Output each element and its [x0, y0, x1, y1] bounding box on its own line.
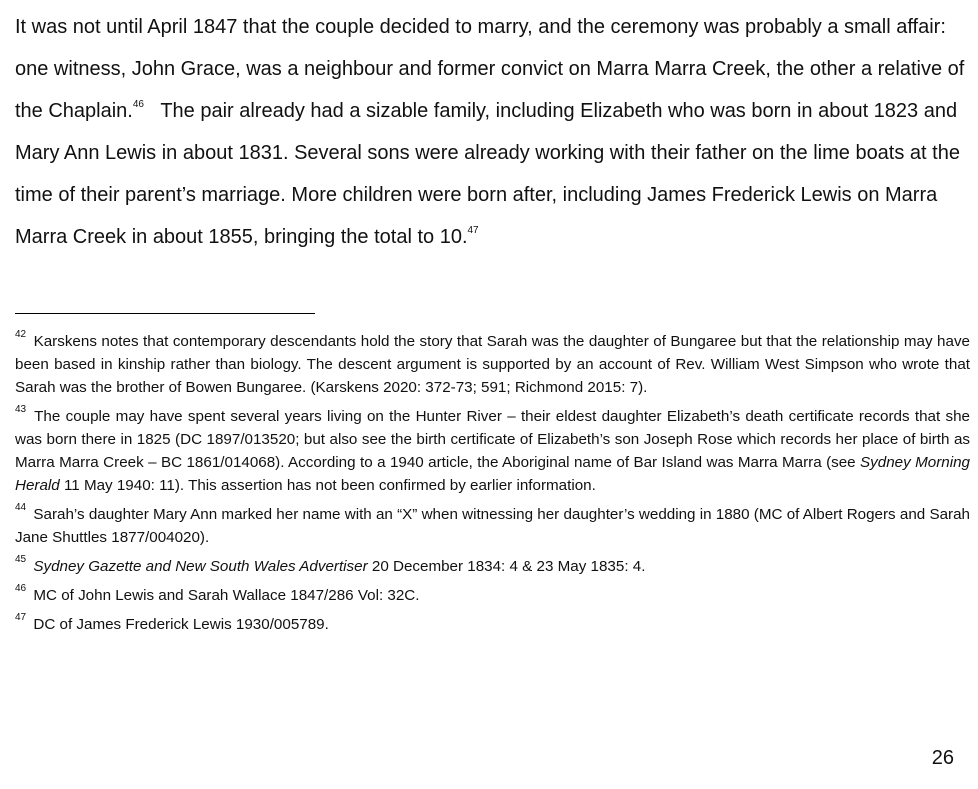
footnote-43 — [15, 405, 970, 497]
body-text-part1: It was not until April 1847 that the couple decided to marry, and the ceremony was probably a small affair: one witness, John Grace, was a neighbour and former convict on Marra Marra Creek, the other a relative of the Chaplain. — [15, 16, 965, 122]
footnote-italic-title: Sydney Gazette and New South Wales Advertiser — [33, 558, 368, 575]
footnote-number: 42 — [15, 328, 27, 340]
footnote-44 — [15, 503, 970, 549]
footnote-ref-46[interactable]: 46 — [132, 99, 144, 111]
footnote-separator — [15, 313, 315, 314]
footnote-text: 20 December 1834: 4 & 23 May 1835: 4. — [367, 558, 646, 575]
footnote-ref-47[interactable]: 47 — [467, 225, 479, 237]
footnote-text: MC of John Lewis and Sarah Wallace 1847/286 Vol: 32C. — [33, 587, 420, 604]
footnote-number: 46 — [15, 582, 27, 594]
footnote-number: 43 — [15, 403, 27, 415]
footnotes-section — [15, 330, 970, 642]
footnote-number: 44 — [15, 501, 27, 513]
footnote-45 — [15, 555, 970, 578]
footnote-text: Karskens notes that contemporary descendants hold the story that Sarah was the daughter of Bungaree but that the relationship may have been based in kinship rather than biology. The descent argument is supported by an account of Rev. William West Simpson who wrote that Sarah was the brother of Bowen Bungaree. (Karskens 2020: 372-73; 591; Richmond 2015: 7). — [15, 333, 970, 396]
footnote-number: 45 — [15, 553, 27, 565]
footnote-text: 11 May 1940: 11). This assertion has not been confirmed by earlier information. — [59, 477, 596, 494]
footnote-number: 47 — [15, 611, 27, 623]
footnote-text: Sarah’s daughter Mary Ann marked her name with an “X” when witnessing her daughter’s wedding in 1880 (MC of Albert Rogers and Sarah Jane Shuttles 1877/004020). — [15, 506, 970, 546]
footnote-47 — [15, 613, 970, 636]
body-text-part2: The pair already had a sizable family, including Elizabeth who was born in about 1823 and Mary Ann Lewis in about 1831. Several sons were already working with their father on the lime boats at the time of their parent’s marriage. More children were born after, including James Frederick Lewis on Marra Marra Creek in about 1855, bringing the total to 10. — [15, 100, 960, 248]
page-number: 26 — [931, 747, 954, 769]
footnote-text: The couple may have spent several years living on the Hunter River – their eldest daughter Elizabeth’s death certificate records that she was born there in 1825 (DC 1897/013520; but also see the birth certificate of Elizabeth’s son Joseph Rose which records her place of birth as Marra Marra Creek – BC 1861/014068). According to a 1940 article, the Aboriginal name of Bar Island was Marra Marra (see — [15, 408, 970, 471]
body-paragraph — [15, 6, 965, 258]
footnote-text: DC of James Frederick Lewis 1930/005789. — [33, 616, 329, 633]
footnote-46 — [15, 584, 970, 607]
footnote-italic-title: Sydney Morning Herald — [15, 454, 970, 494]
footnote-42 — [15, 330, 970, 399]
